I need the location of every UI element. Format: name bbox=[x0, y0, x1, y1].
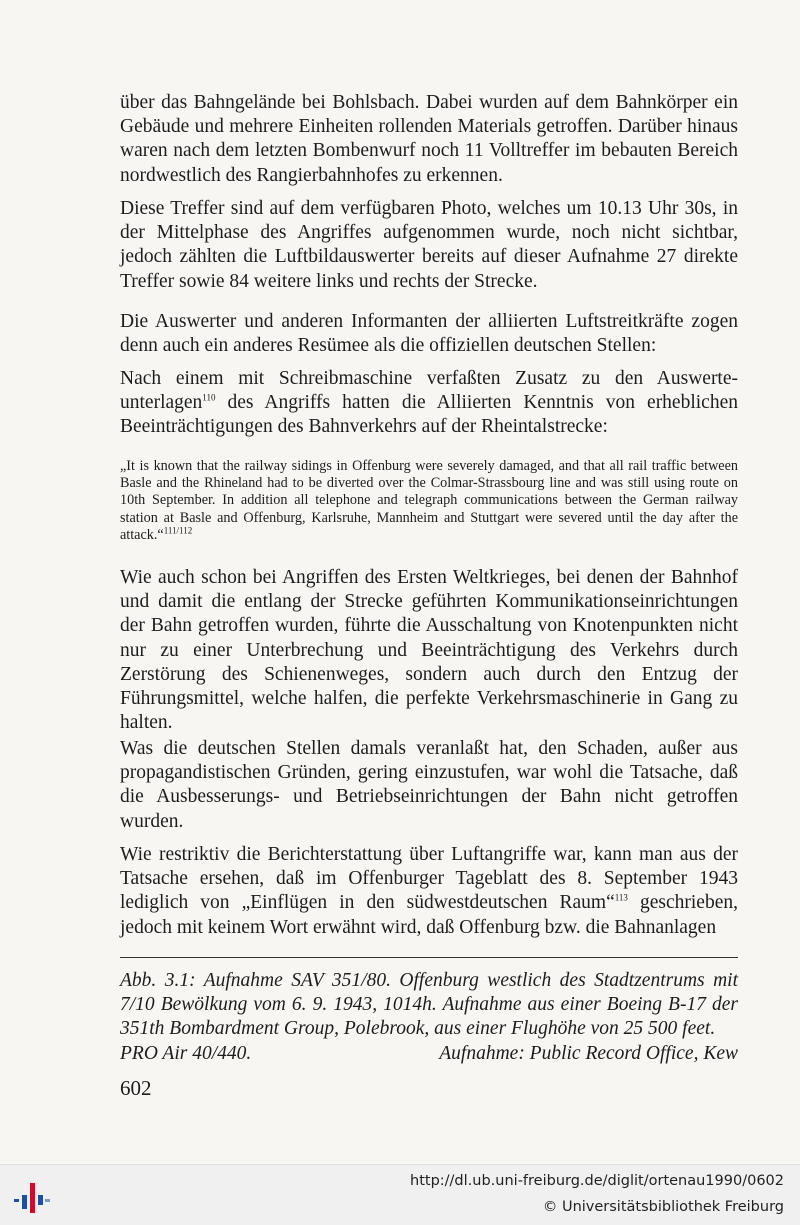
paragraph-8-text-a: Wie restriktiv die Berichterstattung über Luftangriffe war, kann man aus der Tatsache ersehen, daß im Offenburger Tageblatt des 8. September 1943 lediglich von „Einflügen in den südwestdeutschen Raum“ bbox=[120, 844, 738, 914]
paragraph-4 bbox=[120, 367, 738, 440]
ub-freiburg-logo-icon[interactable] bbox=[12, 1177, 52, 1217]
viewer-footer bbox=[0, 1164, 800, 1225]
paragraph-2: Diese Treffer sind auf dem verfügbaren Photo, welches um 10.13 Uhr 30s, in der Mittelphase des Angriffes aufgenommen wurde, noch nicht sichtbar, jedoch zählten die Luftbildauswerter bereits auf dieser Aufnahme 27 direkte Treffer sowie 84 weitere links und rechts der Strecke. bbox=[120, 198, 738, 292]
block-quote bbox=[120, 458, 738, 544]
quote-text: „It is known that the railway sidings in Offenburg were severely damaged, and that all rail traffic between Basle and the Rhineland had to be diverted over the Colmar-Strassbourg line and was still using route on 10th September. In addition all telephone and telegraph communications between the German railway station at Basle and Offenburg, Karlsruhe, Mannheim and Stuttgart were severed until the day after the attack.“ bbox=[120, 458, 738, 543]
paragraph-8 bbox=[120, 843, 738, 940]
footnote-ref-111-112: 111/112 bbox=[163, 525, 193, 536]
caption-source-left: PRO Air 40/440. bbox=[120, 1042, 252, 1064]
bleed-through-mark bbox=[732, 1072, 770, 1090]
page-number: 602 bbox=[120, 1076, 152, 1100]
caption-text: Abb. 3.1: Aufnahme SAV 351/80. Offenburg westlich des Stadtzentrums mit 7/10 Bewölkung vom 6. 9. 1943, 1014h. Aufnahme aus einer Boeing B-17 der 351th Bombardment Group, Polebrook, aus einer Flughöhe von 25 500 feet. bbox=[120, 970, 738, 1040]
paragraph-1: über das Bahngelände bei Bohlsbach. Dabei wurden auf dem Bahnkörper ein Gebäude und mehrere Einheiten rollenden Materials getroffen. Darüber hinaus waren nach dem letzten Bombenwurf noch 11 Volltreffer im bebauten Bereich nordwestlich des Rangierbahnhofes zu erkennen. bbox=[120, 92, 738, 186]
paragraph-6: Wie auch schon bei Angriffen des Ersten Weltkrieges, bei denen der Bahnhof und damit die entlang der Strecke geführten Kommunikationseinrichtungen der Bahn getroffen wurden, führte die Ausschaltung von Knotenpunkten nicht nur zu einer Unterbrechung und Beeinträchtigung des Verkehrs durch Zerstörung des Schienenweges, sondern auch durch den Entzug der Führungsmittel, welche halfen, die perfekte Verkehrsmaschinerie in Gang zu halten. bbox=[120, 567, 738, 734]
copyright-notice: © Universitätsbibliothek Freiburg bbox=[542, 1199, 784, 1215]
footnote-ref-113: 113 bbox=[614, 892, 628, 903]
paragraph-3: Die Auswerter und anderen Informanten der alliierten Luftstreitkräfte zogen denn auch ein anderes Resümee als die offiziellen deutschen Stellen: bbox=[120, 311, 738, 357]
paragraph-8-text-b: geschrieben, jedoch mit keinem Wort erwähnt wird, daß Offenburg bzw. die Bahnanlagen bbox=[120, 892, 738, 938]
paragraph-4-text-b: des Angriffs hatten die Alliierten Kenntnis von erheblichen Beeinträchtigungen des Bahnverkehrs auf der Rheintalstrecke: bbox=[120, 392, 738, 438]
paragraph-4-text-a: Nach einem mit Schreibmaschine verfaßten Zusatz zu den Auswerte-unterlagen bbox=[120, 368, 738, 414]
paragraph-7: Was die deutschen Stellen damals veranlaßt hat, den Schaden, außer aus propagandistischen Gründen, gering einzustufen, war wohl die Tatsache, daß die Ausbesserungs- und Betriebseinrichtungen der Bahn nicht getroffen wurden. bbox=[120, 738, 738, 832]
caption-source-right: Aufnahme: Public Record Office, Kew bbox=[439, 1042, 738, 1064]
figure-caption bbox=[120, 969, 738, 1066]
footnote-ref-110: 110 bbox=[202, 392, 216, 403]
caption-source-line bbox=[120, 1042, 738, 1066]
caption-divider bbox=[120, 957, 738, 958]
source-url-link[interactable]: http://dl.ub.uni-freiburg.de/diglit/ortenau1990/0602 bbox=[410, 1173, 784, 1189]
